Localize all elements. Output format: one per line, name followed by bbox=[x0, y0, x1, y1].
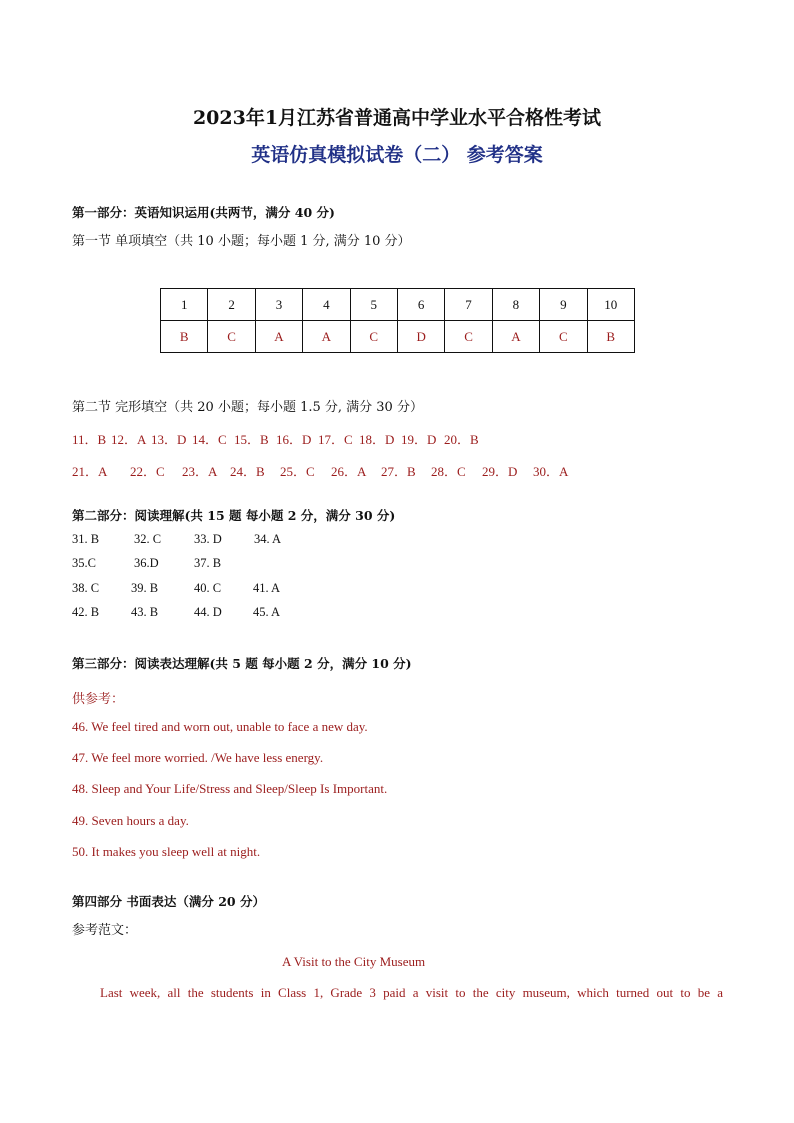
cloze-answer: 23．A bbox=[182, 464, 218, 479]
essay-title: A Visit to the City Museum bbox=[282, 954, 426, 969]
cloze-answer: 28．C bbox=[431, 464, 466, 479]
answer-cell: A bbox=[303, 321, 350, 353]
reading-answer: 42. B bbox=[72, 605, 100, 619]
part2-heading: 第二部分：阅读理解(共 15 题 每小题 2 分，满分 30 分) bbox=[72, 508, 396, 523]
part3-reference-label: 供参考： bbox=[72, 691, 125, 706]
question-number: 3 bbox=[255, 289, 302, 321]
expression-answer: 46. We feel tired and worn out, unable to face a new day. bbox=[72, 719, 368, 734]
expression-answer: 49. Seven hours a day. bbox=[72, 813, 189, 828]
reading-answer: 40. C bbox=[194, 581, 222, 595]
reading-answer: 45. A bbox=[253, 605, 281, 619]
expression-answer: 50. It makes you sleep well at night. bbox=[72, 844, 261, 859]
cloze-answer: 25．C bbox=[280, 464, 315, 479]
reading-answer: 34. A bbox=[254, 532, 282, 546]
question-number: 9 bbox=[540, 289, 587, 321]
part4-reference-label: 参考范文： bbox=[72, 923, 138, 938]
answer-cell: B bbox=[161, 321, 208, 353]
cloze-answer: 18．D bbox=[359, 432, 395, 447]
cloze-answer: 15．B bbox=[234, 432, 269, 447]
cloze-answer: 19．D bbox=[401, 432, 437, 447]
answer-cell: C bbox=[350, 321, 397, 353]
answer-cell: C bbox=[208, 321, 255, 353]
question-number: 5 bbox=[350, 289, 397, 321]
answer-cell: A bbox=[255, 321, 302, 353]
reading-answers-row-3 bbox=[72, 581, 313, 596]
reading-answer: 39. B bbox=[131, 581, 159, 595]
document-title: 2023年1月江苏省普通高中学业水平合格性考试 bbox=[192, 107, 602, 129]
cloze-answer: 13．D bbox=[151, 432, 187, 447]
reading-answers-row-4 bbox=[72, 605, 313, 620]
question-number: 8 bbox=[492, 289, 539, 321]
cloze-answer: 26．A bbox=[331, 464, 367, 479]
cloze-answer: 30．A bbox=[533, 464, 569, 479]
cloze-answer: 11．B bbox=[72, 432, 107, 447]
cloze-answer: 16．D bbox=[276, 432, 312, 447]
part4-heading: 第四部分 书面表达（满分 20 分） bbox=[72, 894, 265, 909]
reading-answer: 41. A bbox=[253, 581, 281, 595]
cloze-answers-row-2 bbox=[72, 461, 583, 480]
essay-first-line: Last week, all the students in Class 1, Grade 3 paid a visit to the city museum, which turned out to be a bbox=[100, 985, 723, 1000]
cloze-answer: 14．C bbox=[192, 432, 227, 447]
expression-answer: 47. We feel more worried. /We have less energy. bbox=[72, 750, 324, 765]
question-number: 1 bbox=[161, 289, 208, 321]
reading-answer: 44. D bbox=[194, 605, 222, 619]
question-number: 7 bbox=[445, 289, 492, 321]
question-number: 4 bbox=[303, 289, 350, 321]
cloze-answer: 27．B bbox=[381, 464, 416, 479]
section2-heading: 第二节 完形填空（共 20 小题；每小题 1.5 分, 满分 30 分） bbox=[72, 400, 423, 415]
reading-answers-row-2 bbox=[72, 556, 254, 571]
answer-cell: C bbox=[445, 321, 492, 353]
cloze-answers-row-1 bbox=[72, 429, 486, 448]
reading-answer: 31. B bbox=[72, 532, 100, 546]
reading-answer: 32. C bbox=[134, 532, 162, 546]
question-number: 2 bbox=[208, 289, 255, 321]
reading-answer: 43. B bbox=[131, 605, 159, 619]
cloze-answer: 21．A bbox=[72, 464, 108, 479]
answer-cell: C bbox=[540, 321, 587, 353]
part1-heading: 第一部分：英语知识运用(共两节，满分 40 分) bbox=[72, 205, 335, 220]
reading-answer: 37. B bbox=[194, 556, 222, 570]
answer-table-numbers-row bbox=[161, 289, 635, 321]
cloze-answer: 12．A bbox=[111, 432, 147, 447]
answer-cell: A bbox=[492, 321, 539, 353]
reading-answer: 35.C bbox=[72, 556, 96, 570]
section1-heading: 第一节 单项填空（共 10 小题；每小题 1 分, 满分 10 分） bbox=[72, 234, 411, 249]
cloze-answer: 29．D bbox=[482, 464, 518, 479]
reading-answer: 33. D bbox=[194, 532, 222, 546]
cloze-answer: 24．B bbox=[230, 464, 265, 479]
reading-answers-row-1 bbox=[72, 532, 314, 547]
answer-cell: D bbox=[397, 321, 444, 353]
question-number: 6 bbox=[397, 289, 444, 321]
cloze-answer: 17．C bbox=[318, 432, 353, 447]
answer-table bbox=[160, 288, 635, 353]
reading-answer: 38. C bbox=[72, 581, 100, 595]
answer-table-answers-row bbox=[161, 321, 635, 353]
cloze-answer: 20．B bbox=[444, 432, 479, 447]
question-number: 10 bbox=[587, 289, 634, 321]
document-subtitle: 英语仿真模拟试卷（二） 参考答案 bbox=[251, 144, 543, 166]
cloze-answer: 22．C bbox=[130, 464, 165, 479]
expression-answer: 48. Sleep and Your Life/Stress and Sleep/Sleep Is Important. bbox=[72, 781, 388, 796]
reading-answer: 36.D bbox=[134, 556, 159, 570]
part3-heading: 第三部分：阅读表达理解(共 5 题 每小题 2 分，满分 10 分) bbox=[72, 656, 412, 671]
answer-cell: B bbox=[587, 321, 634, 353]
